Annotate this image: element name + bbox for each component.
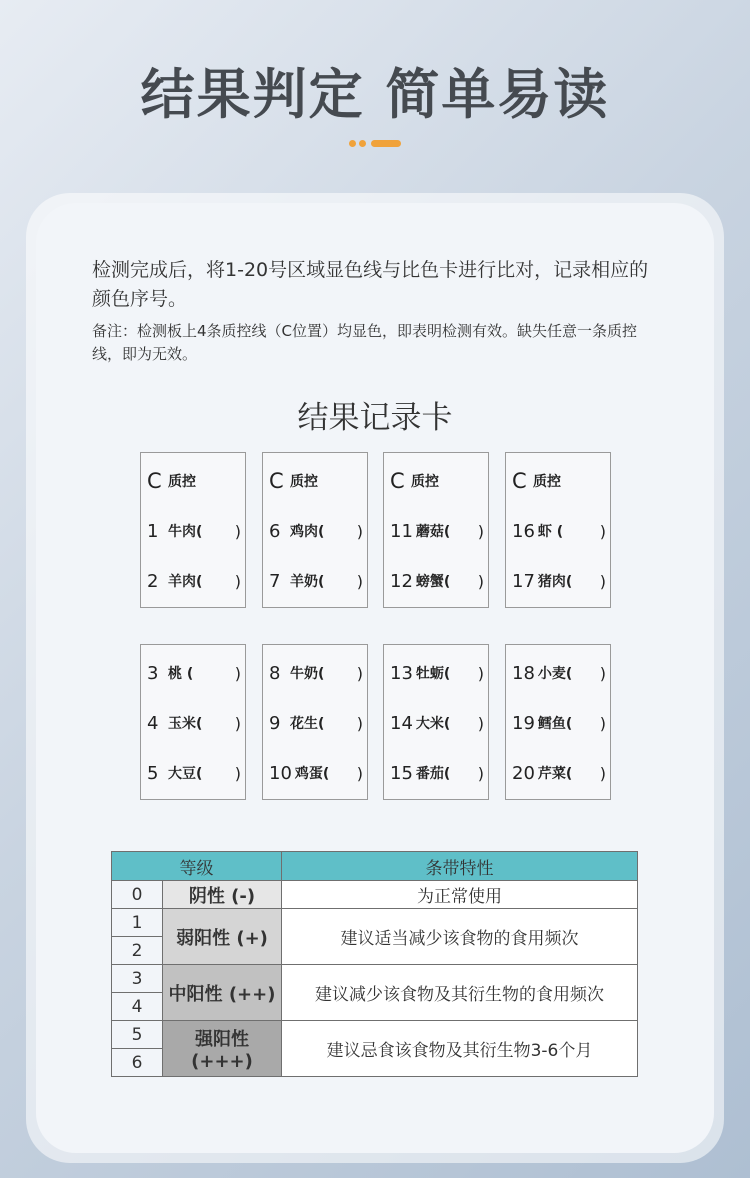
grade-number: 0 xyxy=(112,881,163,909)
note-text: 备注：检测板上4条质控线（C位置）均显色，即表明检测有效。缺失任意一条质控线，即为无效。 xyxy=(92,322,638,363)
record-box xyxy=(383,452,489,608)
record-label: 质控 xyxy=(533,474,561,490)
record-number: 11 xyxy=(390,520,413,542)
grade-number: 1 xyxy=(112,909,163,937)
record-box xyxy=(262,644,368,800)
record-label: 大米( xyxy=(415,716,451,732)
grade-number: 2 xyxy=(112,937,163,965)
record-number: 4 xyxy=(147,712,159,734)
record-row xyxy=(512,519,606,543)
grade-table xyxy=(111,851,638,1077)
table-row xyxy=(112,965,638,993)
record-row xyxy=(512,711,606,735)
record-box xyxy=(505,452,611,608)
grade-label: 强阳性 (+++) xyxy=(163,1021,282,1077)
record-blank-close: ) xyxy=(234,663,241,683)
record-blank-close: ) xyxy=(356,713,363,733)
record-number: C xyxy=(390,469,405,493)
record-row xyxy=(269,711,363,735)
record-number: 5 xyxy=(147,762,159,784)
grade-desc: 建议减少该食物及其衍生物的食用频次 xyxy=(282,965,638,1021)
record-number: 12 xyxy=(390,570,413,592)
record-row xyxy=(390,711,484,735)
record-blank-close: ) xyxy=(356,663,363,683)
record-number: 15 xyxy=(390,762,413,784)
record-blank-close: ) xyxy=(356,571,363,591)
record-label: 螃蟹( xyxy=(415,574,451,590)
record-label: 桃 ( xyxy=(168,666,194,682)
intro-text: 检测完成后，将1-20号区域显色线与比色卡进行比对，记录相应的颜色序号。 xyxy=(92,259,649,310)
record-label: 羊肉( xyxy=(168,574,203,590)
record-label: 花生( xyxy=(290,716,325,732)
record-blank-close: ) xyxy=(234,763,241,783)
page-headline: 结果判定 简单易读 xyxy=(140,63,610,126)
record-number: 18 xyxy=(512,662,535,684)
record-blank-close: ) xyxy=(599,521,606,541)
record-row xyxy=(147,661,241,685)
record-row xyxy=(269,569,363,593)
record-label: 质控 xyxy=(411,474,439,490)
record-row xyxy=(512,569,606,593)
record-blank-close: ) xyxy=(234,713,241,733)
record-number: 20 xyxy=(512,762,535,784)
record-blank-close: ) xyxy=(599,713,606,733)
record-row xyxy=(390,661,484,685)
record-blank-close: ) xyxy=(477,571,484,591)
record-row xyxy=(390,569,484,593)
record-blank-close: ) xyxy=(599,763,606,783)
record-blank-close: ) xyxy=(356,763,363,783)
record-label: 玉米( xyxy=(168,716,203,732)
record-label: 羊奶( xyxy=(290,574,325,590)
record-row xyxy=(147,469,241,493)
record-row xyxy=(147,761,241,785)
record-blank-close: ) xyxy=(599,571,606,591)
record-number: 2 xyxy=(147,570,159,592)
record-row xyxy=(390,761,484,785)
record-label: 鳕鱼( xyxy=(537,716,573,732)
record-number: 13 xyxy=(390,662,413,684)
grade-label: 中阳性 (++) xyxy=(163,965,282,1021)
record-blank-close: ) xyxy=(477,763,484,783)
record-label: 鸡肉( xyxy=(290,524,325,540)
record-number: 9 xyxy=(269,712,281,734)
table-row xyxy=(112,909,638,937)
record-row xyxy=(390,469,484,493)
record-label: 牛肉( xyxy=(168,524,203,540)
record-label: 质控 xyxy=(290,474,318,490)
grade-desc: 为正常使用 xyxy=(282,881,638,909)
grade-desc: 建议忌食该食物及其衍生物3-6个月 xyxy=(282,1021,638,1077)
record-card-title: 结果记录卡 xyxy=(297,400,453,436)
record-number: 10 xyxy=(269,762,292,784)
record-label: 牡蛎( xyxy=(415,666,451,682)
grade-number: 4 xyxy=(112,993,163,1021)
record-label: 鸡蛋( xyxy=(294,766,330,782)
grade-number: 3 xyxy=(112,965,163,993)
record-box xyxy=(140,644,246,800)
record-row xyxy=(390,519,484,543)
record-blank-close: ) xyxy=(477,713,484,733)
record-number: C xyxy=(147,469,162,493)
grade-number: 5 xyxy=(112,1021,163,1049)
record-label: 牛奶( xyxy=(290,666,325,682)
record-label: 猪肉( xyxy=(537,574,573,590)
table-row xyxy=(112,1021,638,1049)
record-blank-close: ) xyxy=(234,571,241,591)
record-label: 芹菜( xyxy=(537,766,573,782)
record-row xyxy=(512,469,606,493)
record-box xyxy=(262,452,368,608)
record-label: 小麦( xyxy=(537,666,573,682)
record-number: 17 xyxy=(512,570,535,592)
record-row xyxy=(147,569,241,593)
record-blank-close: ) xyxy=(356,521,363,541)
table-row xyxy=(112,881,638,909)
header-grade: 等级 xyxy=(112,852,282,881)
record-number: C xyxy=(269,469,284,493)
grade-desc: 建议适当减少该食物的食用频次 xyxy=(282,909,638,965)
record-number: 6 xyxy=(269,520,281,542)
record-row xyxy=(269,519,363,543)
record-number: C xyxy=(512,469,527,493)
grade-label: 阴性 (-) xyxy=(163,881,282,909)
grade-table-header xyxy=(112,852,638,881)
record-number: 19 xyxy=(512,712,535,734)
record-box xyxy=(140,452,246,608)
record-label: 虾 ( xyxy=(537,524,564,540)
record-row xyxy=(512,661,606,685)
grade-label: 弱阳性 (+) xyxy=(163,909,282,965)
record-box xyxy=(383,644,489,800)
header-desc: 条带特性 xyxy=(282,852,638,881)
accent-decoration xyxy=(349,140,409,148)
record-label: 大豆( xyxy=(168,766,203,782)
grade-number: 6 xyxy=(112,1049,163,1077)
record-number: 8 xyxy=(269,662,281,684)
record-row xyxy=(512,761,606,785)
record-label: 蘑菇( xyxy=(415,524,451,540)
record-row xyxy=(269,761,363,785)
record-row xyxy=(147,711,241,735)
record-blank-close: ) xyxy=(234,521,241,541)
record-number: 1 xyxy=(147,520,159,542)
record-row xyxy=(269,469,363,493)
record-label: 质控 xyxy=(168,474,196,490)
record-blank-close: ) xyxy=(599,663,606,683)
record-blank-close: ) xyxy=(477,663,484,683)
record-label: 番茄( xyxy=(415,766,451,782)
record-number: 14 xyxy=(390,712,413,734)
record-number: 7 xyxy=(269,570,281,592)
record-box xyxy=(505,644,611,800)
record-number: 16 xyxy=(512,520,535,542)
record-number: 3 xyxy=(147,662,159,684)
record-blank-close: ) xyxy=(477,521,484,541)
record-row xyxy=(269,661,363,685)
record-row xyxy=(147,519,241,543)
